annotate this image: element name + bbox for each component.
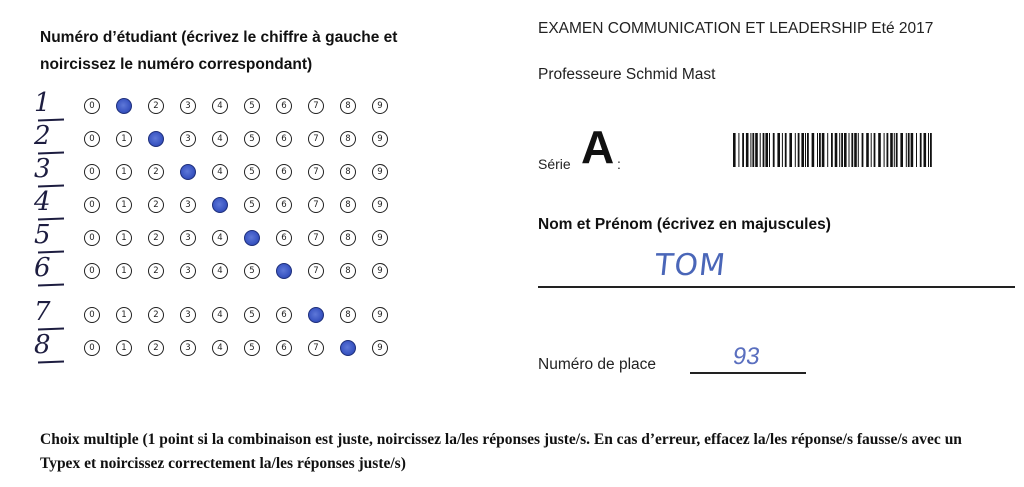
barcode-bar (911, 133, 914, 167)
answer-bubble[interactable]: 8 (340, 197, 356, 213)
barcode-bar (844, 133, 847, 167)
handwritten-digit: 5 (34, 220, 51, 250)
barcode-bar (817, 133, 818, 167)
barcode-bar (738, 133, 739, 167)
answer-bubble[interactable]: 3 (180, 307, 196, 323)
answer-bubble[interactable]: 2 (148, 164, 164, 180)
answer-bubble[interactable]: 5 (244, 307, 260, 323)
barcode-bar (760, 133, 761, 167)
barcode-bar (841, 133, 843, 167)
barcode-bar (887, 133, 889, 167)
answer-bubble[interactable]: 7 (308, 263, 324, 279)
answer-bubble[interactable]: 6 (276, 230, 292, 246)
answer-bubble[interactable]: 9 (372, 98, 388, 114)
barcode-bar (896, 133, 898, 167)
answer-bubble[interactable]: 7 (308, 340, 324, 356)
answer-bubble-filled[interactable] (340, 340, 356, 356)
barcode-bar (795, 133, 796, 167)
answer-bubble[interactable]: 9 (372, 164, 388, 180)
instructions-text: Choix multiple (1 point si la combinaison est juste, noircissez la/les réponses juste/s. En cas d’erreur, effacez la/les réponse/s fausse/s avec un Typex et noircissez correctement la/les réponses juste/s) (40, 431, 962, 472)
answer-bubble[interactable]: 9 (372, 340, 388, 356)
answer-bubble[interactable]: 0 (84, 98, 100, 114)
handwritten-digit: 6 (34, 253, 51, 283)
barcode-bar (750, 133, 751, 167)
barcode-bar (890, 133, 893, 167)
handwritten-digit: 1 (34, 88, 51, 118)
answer-bubble[interactable]: 7 (308, 164, 324, 180)
answer-bubble[interactable]: 9 (372, 263, 388, 279)
name-handwritten-value[interactable]: TOM (653, 248, 728, 283)
barcode-bar (765, 133, 768, 167)
name-underline (538, 286, 1015, 288)
barcode-bar (752, 133, 754, 167)
id-digit-row (34, 297, 454, 329)
barcode-bar (831, 133, 833, 167)
barcode-bar (908, 133, 910, 167)
answer-bubble[interactable]: 1 (116, 164, 132, 180)
barcode-bar (822, 133, 825, 167)
answer-bubble[interactable]: 1 (116, 340, 132, 356)
exam-title: EXAMEN COMMUNICATION ET LEADERSHIP Eté 2017 (538, 20, 934, 37)
answer-bubble[interactable]: 7 (308, 98, 324, 114)
id-digit-row (34, 220, 454, 252)
answer-bubble[interactable]: 4 (212, 307, 228, 323)
answer-bubble[interactable]: 6 (276, 340, 292, 356)
id-digit-row (34, 330, 454, 362)
answer-bubble[interactable]: 4 (212, 131, 228, 147)
answer-bubble[interactable]: 0 (84, 131, 100, 147)
answer-bubble[interactable]: 5 (244, 197, 260, 213)
handwritten-digit: 4 (34, 187, 51, 217)
answer-bubble[interactable]: 6 (276, 307, 292, 323)
digit-underline (38, 284, 64, 287)
answer-bubble[interactable]: 4 (212, 230, 228, 246)
answer-bubble[interactable]: 8 (340, 98, 356, 114)
answer-bubble[interactable]: 3 (180, 340, 196, 356)
answer-bubble[interactable]: 3 (180, 230, 196, 246)
handwritten-digit: 8 (34, 330, 51, 360)
barcode-bar (894, 133, 895, 167)
barcode-bar (849, 133, 850, 167)
barcode-bar (733, 133, 736, 167)
barcode-bar (798, 133, 800, 167)
answer-bubble[interactable]: 0 (84, 307, 100, 323)
id-digit-row (34, 121, 454, 153)
answer-bubble[interactable]: 8 (340, 131, 356, 147)
answer-bubble[interactable]: 1 (116, 131, 132, 147)
professor-name: Professeure Schmid Mast (538, 66, 716, 83)
id-digit-row (34, 253, 454, 285)
place-handwritten-value[interactable]: 93 (731, 343, 762, 370)
barcode-bar (866, 133, 869, 167)
answer-bubble[interactable]: 2 (148, 307, 164, 323)
student-id-title: Numéro d’étudiant (écrivez le chiffre à gauche et noircissez le numéro correspondant) (40, 29, 398, 73)
answer-bubble[interactable]: 5 (244, 263, 260, 279)
barcode-bar (782, 133, 783, 167)
serie-colon: : (617, 156, 621, 172)
barcode-bar (930, 133, 932, 167)
barcode-bar (854, 133, 857, 167)
answer-bubble-filled[interactable] (180, 164, 196, 180)
barcode-bar (801, 133, 804, 167)
answer-bubble[interactable]: 6 (276, 197, 292, 213)
answer-bubble[interactable]: 8 (340, 307, 356, 323)
barcode-bar (916, 133, 917, 167)
answer-bubble[interactable]: 5 (244, 131, 260, 147)
barcode-bar (819, 133, 821, 167)
barcode-bar (785, 133, 787, 167)
handwritten-digit: 7 (34, 297, 51, 327)
answer-bubble-filled[interactable] (244, 230, 260, 246)
id-digit-row (34, 88, 454, 120)
answer-bubble[interactable]: 2 (148, 98, 164, 114)
digit-underline (38, 361, 64, 364)
answer-bubble[interactable]: 7 (308, 197, 324, 213)
barcode-bar (900, 133, 903, 167)
id-digit-row (34, 154, 454, 186)
answer-bubble[interactable]: 9 (372, 307, 388, 323)
barcode-bar (763, 133, 765, 167)
barcode-bar (906, 133, 907, 167)
answer-bubble-filled[interactable] (116, 98, 132, 114)
answer-bubble[interactable]: 1 (116, 230, 132, 246)
answer-bubble[interactable]: 5 (244, 164, 260, 180)
answer-bubble[interactable]: 3 (180, 197, 196, 213)
barcode-bar (862, 133, 864, 167)
name-label: Nom et Prénom (écrivez en majuscules) (538, 216, 831, 233)
answer-bubble[interactable]: 8 (340, 230, 356, 246)
answer-bubble[interactable]: 2 (148, 263, 164, 279)
barcode-bar (884, 133, 885, 167)
answer-bubble[interactable]: 5 (244, 98, 260, 114)
answer-bubble[interactable]: 3 (180, 131, 196, 147)
answer-bubble[interactable]: 2 (148, 230, 164, 246)
answer-bubble[interactable]: 8 (340, 164, 356, 180)
answer-bubble-filled[interactable] (276, 263, 292, 279)
serie-letter: A (581, 121, 615, 173)
barcode (733, 133, 933, 167)
answer-bubble[interactable]: 8 (340, 263, 356, 279)
place-underline (690, 372, 806, 374)
place-label: Numéro de place (538, 356, 657, 373)
answer-bubble[interactable]: 4 (212, 98, 228, 114)
barcode-bar (805, 133, 806, 167)
answer-bubble[interactable]: 0 (84, 164, 100, 180)
answer-bubble[interactable]: 4 (212, 164, 228, 180)
barcode-bar (746, 133, 749, 167)
barcode-bar (920, 133, 922, 167)
answer-bubble[interactable]: 1 (116, 197, 132, 213)
answer-bubble[interactable]: 6 (276, 131, 292, 147)
answer-bubble[interactable]: 0 (84, 263, 100, 279)
barcode-bar (789, 133, 792, 167)
answer-bubble[interactable]: 1 (116, 307, 132, 323)
answer-bubble[interactable]: 4 (212, 263, 228, 279)
barcode-bar (835, 133, 838, 167)
answer-bubble[interactable]: 9 (372, 230, 388, 246)
barcode-bar (851, 133, 853, 167)
answer-bubble[interactable]: 3 (180, 263, 196, 279)
answer-bubble[interactable]: 6 (276, 164, 292, 180)
barcode-bar (871, 133, 872, 167)
id-digit-row (34, 187, 454, 219)
answer-bubble[interactable]: 6 (276, 98, 292, 114)
handwritten-digit: 2 (34, 121, 51, 151)
answer-bubble[interactable]: 9 (372, 131, 388, 147)
answer-bubble-filled[interactable] (212, 197, 228, 213)
answer-bubble[interactable]: 7 (308, 230, 324, 246)
answer-bubble-filled[interactable] (308, 307, 324, 323)
barcode-bar (924, 133, 927, 167)
barcode-bar (807, 133, 809, 167)
barcode-bar (878, 133, 881, 167)
answer-bubble[interactable]: 5 (244, 340, 260, 356)
answer-bubble[interactable]: 4 (212, 340, 228, 356)
barcode-bar (812, 133, 815, 167)
answer-bubble[interactable]: 0 (84, 230, 100, 246)
handwritten-digit: 3 (34, 154, 51, 184)
barcode-bar (742, 133, 744, 167)
answer-bubble[interactable]: 2 (148, 197, 164, 213)
answer-bubble[interactable]: 2 (148, 340, 164, 356)
answer-bubble[interactable]: 3 (180, 98, 196, 114)
answer-bubble-filled[interactable] (148, 131, 164, 147)
barcode-bar (928, 133, 929, 167)
barcode-bar (777, 133, 780, 167)
answer-bubble[interactable]: 1 (116, 263, 132, 279)
barcode-bar (858, 133, 859, 167)
serie-label: Série (538, 156, 571, 172)
barcode-bar (769, 133, 770, 167)
barcode-bar (755, 133, 758, 167)
answer-bubble[interactable]: 7 (308, 131, 324, 147)
answer-bubble[interactable]: 9 (372, 197, 388, 213)
barcode-bar (827, 133, 828, 167)
answer-bubble[interactable]: 0 (84, 197, 100, 213)
barcode-bar (773, 133, 775, 167)
barcode-bar (839, 133, 840, 167)
barcode-bar (874, 133, 876, 167)
answer-bubble[interactable]: 0 (84, 340, 100, 356)
